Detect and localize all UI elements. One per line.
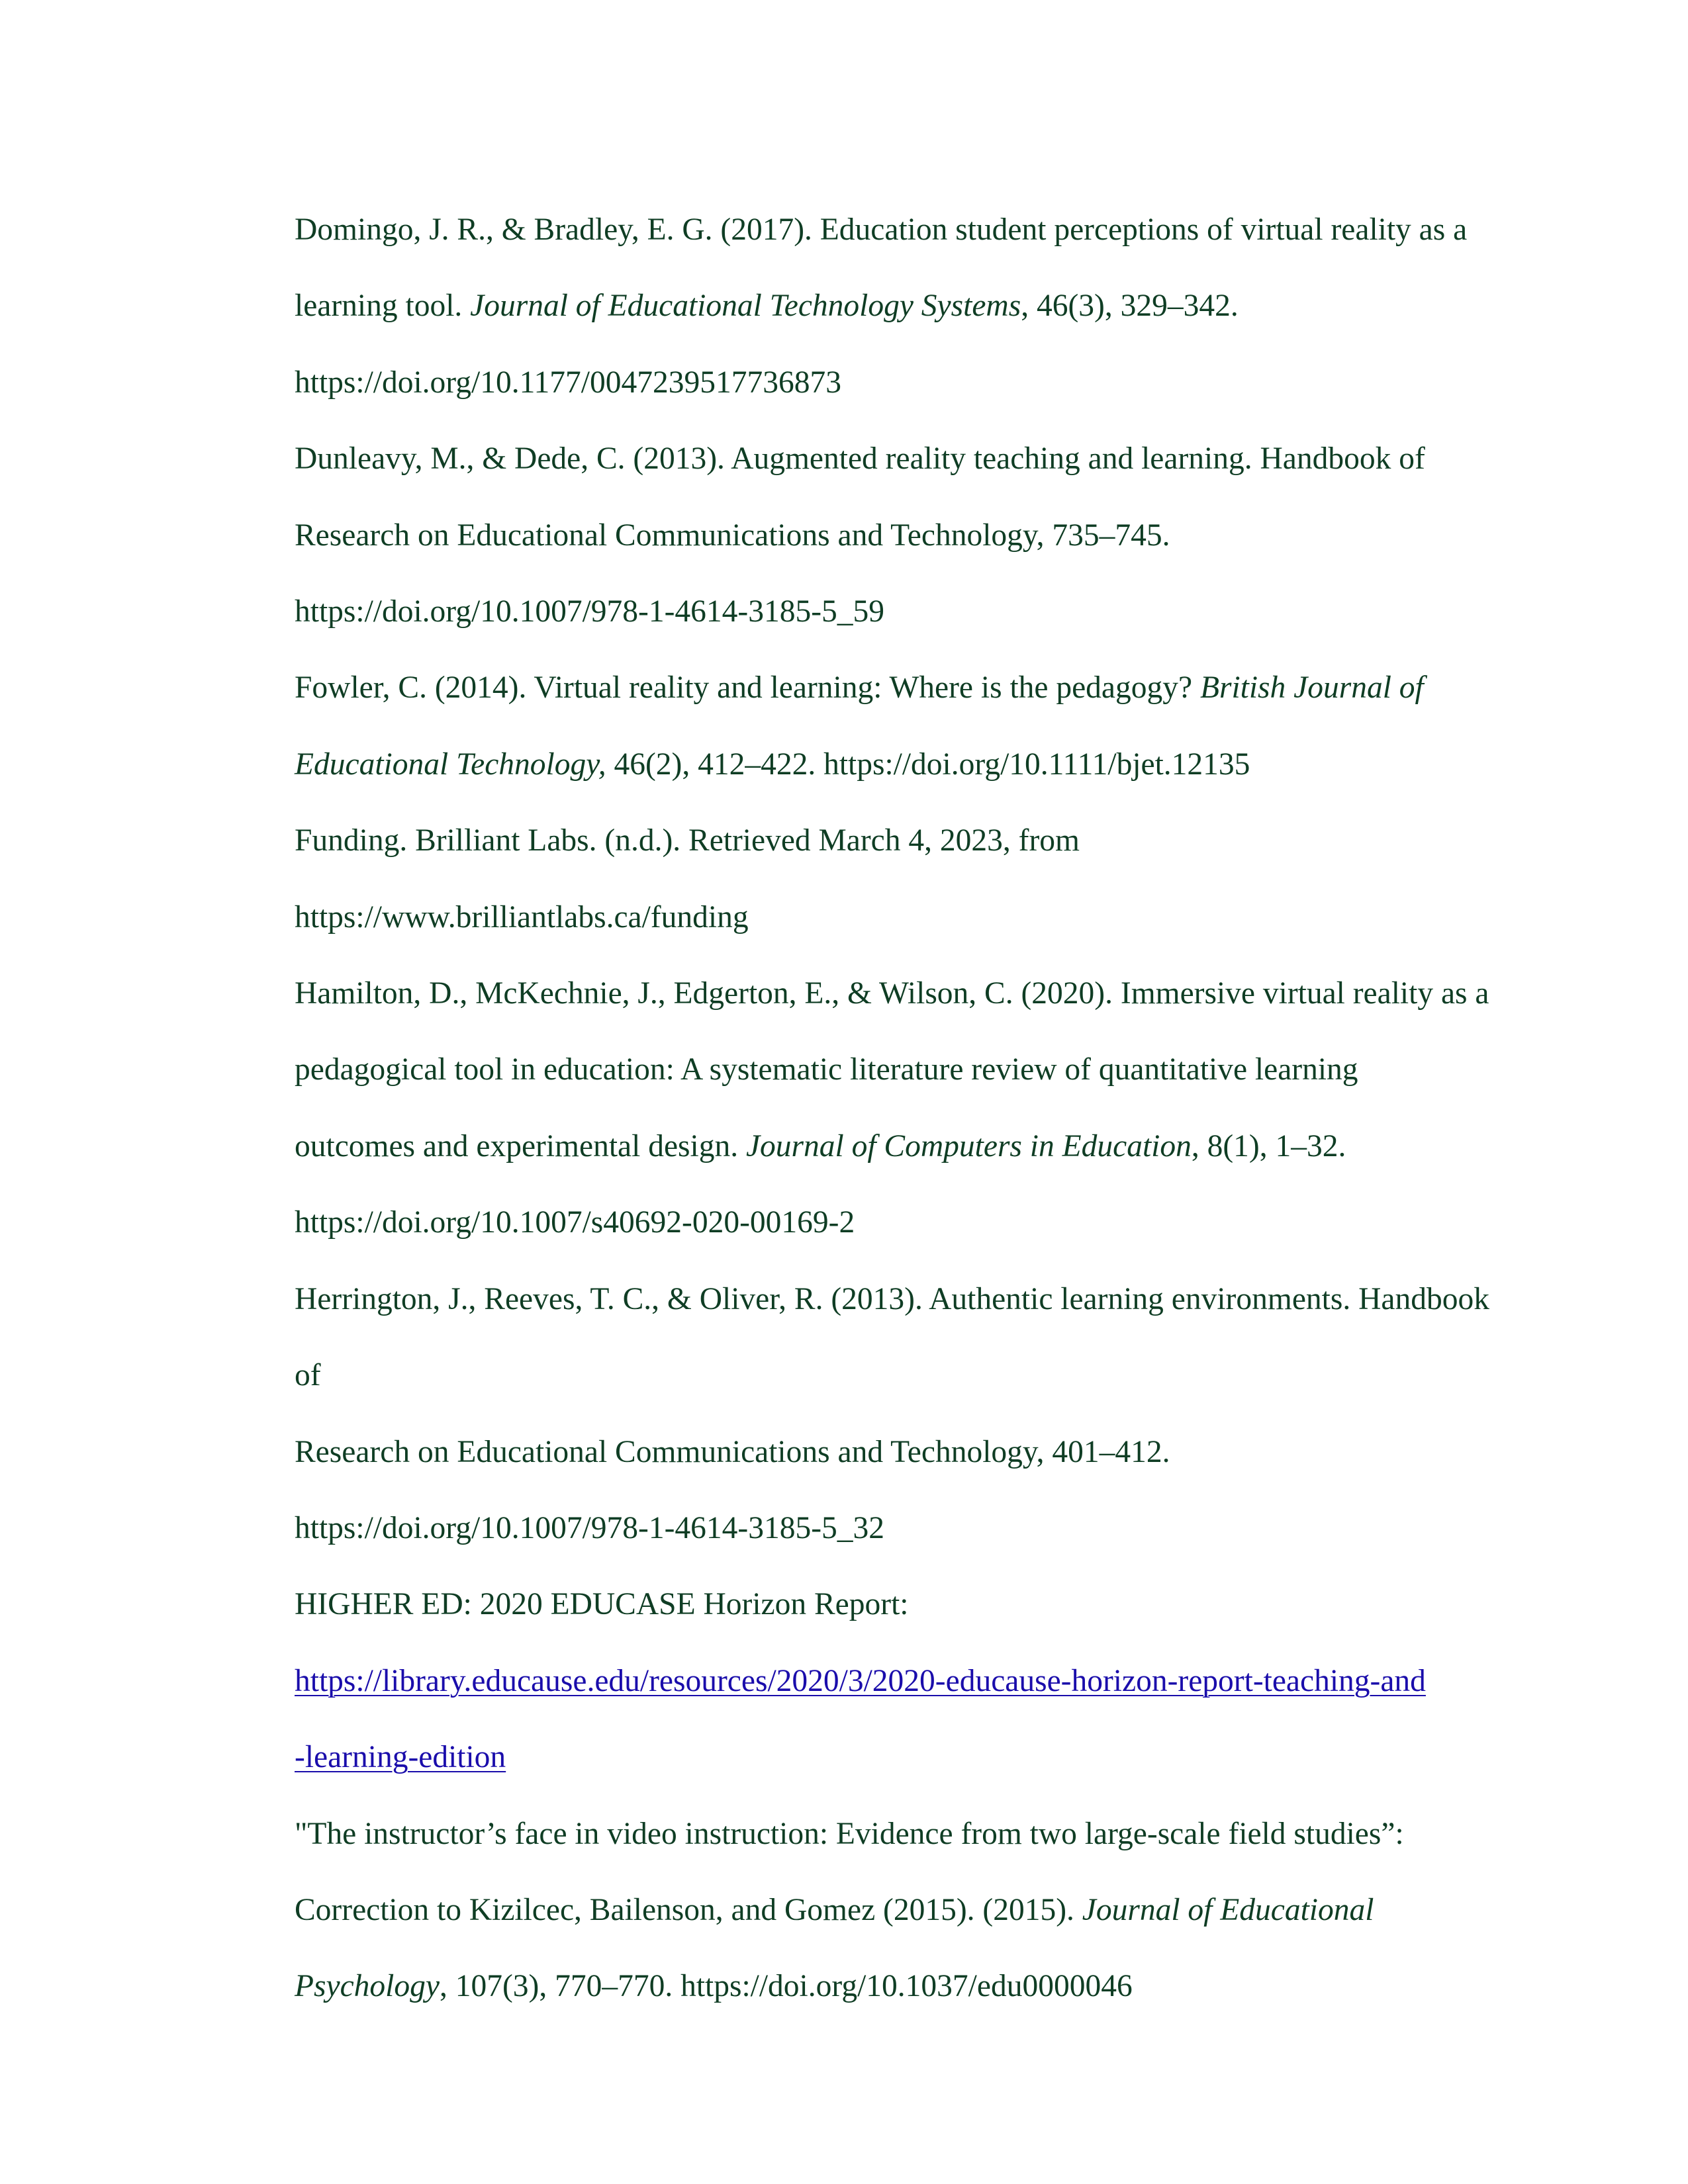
- doi-text: https://doi.org/10.1007/978-1-4614-3185-5_32: [295, 1510, 885, 1545]
- reference-text: Funding. Brilliant Labs. (n.d.). Retrieved March 4, 2023, from: [295, 823, 1080, 858]
- reference-line: [295, 803, 1493, 879]
- reference-entry: [195, 1796, 1493, 2025]
- reference-line: [295, 1948, 1493, 2025]
- reference-text: pedagogical tool in education: A systematic literature review of quantitative learning: [295, 1052, 1358, 1087]
- reference-entry: [195, 803, 1493, 956]
- reference-text: Dunleavy, M., & Dede, C. (2013). Augmented reality teaching and learning. Handbook of: [295, 441, 1425, 477]
- reference-line: [295, 498, 1493, 574]
- reference-text: Herrington, J., Reeves, T. C., & Oliver, R. (2013). Authentic learning environments. Handbook of: [295, 1281, 1489, 1393]
- reference-text: outcomes and experimental design.: [295, 1128, 746, 1163]
- reference-line: [295, 956, 1493, 1032]
- url-text: https://www.brilliantlabs.ca/funding: [295, 899, 749, 934]
- reference-entry: [195, 421, 1493, 650]
- reference-line: [295, 268, 1493, 344]
- reference-line: [295, 880, 1493, 956]
- reference-line: [295, 1872, 1493, 1948]
- journal-title: Journal of Educational: [1082, 1892, 1374, 1927]
- journal-title: Journal of Educational Technology Systems: [470, 289, 1021, 324]
- reference-entry: [195, 1567, 1493, 1796]
- journal-title: Journal of Computers in Education: [745, 1128, 1192, 1163]
- reference-line: [295, 345, 1493, 421]
- reference-line: [295, 574, 1493, 650]
- reference-text: , 107(3), 770–770. https://doi.org/10.1037/edu0000046: [439, 1969, 1133, 2004]
- reference-line: [295, 1414, 1493, 1490]
- reference-line: [295, 1490, 1493, 1567]
- doi-text: https://doi.org/10.1007/978-1-4614-3185-5_59: [295, 594, 885, 629]
- reference-line: [295, 1796, 1493, 1872]
- reference-entry: [195, 192, 1493, 421]
- reference-text: 46(2), 412–422. https://doi.org/10.1111/bjet.12135: [606, 747, 1250, 782]
- reference-line: [295, 1261, 1493, 1414]
- reference-line: [295, 1109, 1493, 1185]
- reference-text: Fowler, C. (2014). Virtual reality and learning: Where is the pedagogy?: [295, 670, 1200, 705]
- journal-title: Educational Technology,: [295, 747, 606, 782]
- reference-text: HIGHER ED: 2020 EDUCASE Horizon Report:: [295, 1587, 909, 1622]
- journal-title: British Journal of: [1199, 670, 1424, 705]
- reference-line: [295, 421, 1493, 497]
- journal-title: Psychology: [295, 1969, 440, 2004]
- reference-line: [295, 1643, 1493, 1719]
- doi-text: https://doi.org/10.1177/0047239517736873: [295, 365, 842, 400]
- reference-line: [295, 1719, 1493, 1796]
- reference-text: , 46(3), 329–342.: [1021, 289, 1239, 324]
- horizon-report-link-continued[interactable]: -learning-edition: [295, 1740, 506, 1775]
- reference-line: [295, 1032, 1493, 1108]
- horizon-report-link[interactable]: https://library.educause.edu/resources/2020/3/2020-educause-horizon-report-teaching-and: [295, 1663, 1426, 1698]
- reference-text: Domingo, J. R., & Bradley, E. G. (2017). Education student perceptions of virtual reality as a: [295, 212, 1468, 247]
- reference-text: Research on Educational Communications and Technology, 735–745.: [295, 518, 1170, 553]
- reference-entry: [195, 956, 1493, 1261]
- reference-text: "The instructor’s face in video instruction: Evidence from two large-scale field studies”:: [295, 1816, 1404, 1851]
- reference-text: Correction to Kizilcec, Bailenson, and Gomez (2015). (2015).: [295, 1892, 1082, 1927]
- reference-text: , 8(1), 1–32.: [1191, 1128, 1346, 1163]
- reference-text: Research on Educational Communications and Technology, 401–412.: [295, 1434, 1170, 1469]
- reference-line: [295, 192, 1493, 268]
- doi-text: https://doi.org/10.1007/s40692-020-00169-2: [295, 1205, 855, 1240]
- reference-line: [295, 1567, 1493, 1643]
- reference-line: [295, 650, 1493, 726]
- reference-line: [295, 727, 1493, 803]
- reference-line: [295, 1185, 1493, 1261]
- reference-list: [195, 192, 1493, 2025]
- reference-text: Hamilton, D., McKechnie, J., Edgerton, E., & Wilson, C. (2020). Immersive virtual reality as a: [295, 976, 1489, 1011]
- reference-entry: [195, 1261, 1493, 1567]
- reference-entry: [195, 650, 1493, 803]
- reference-text: learning tool.: [295, 289, 471, 324]
